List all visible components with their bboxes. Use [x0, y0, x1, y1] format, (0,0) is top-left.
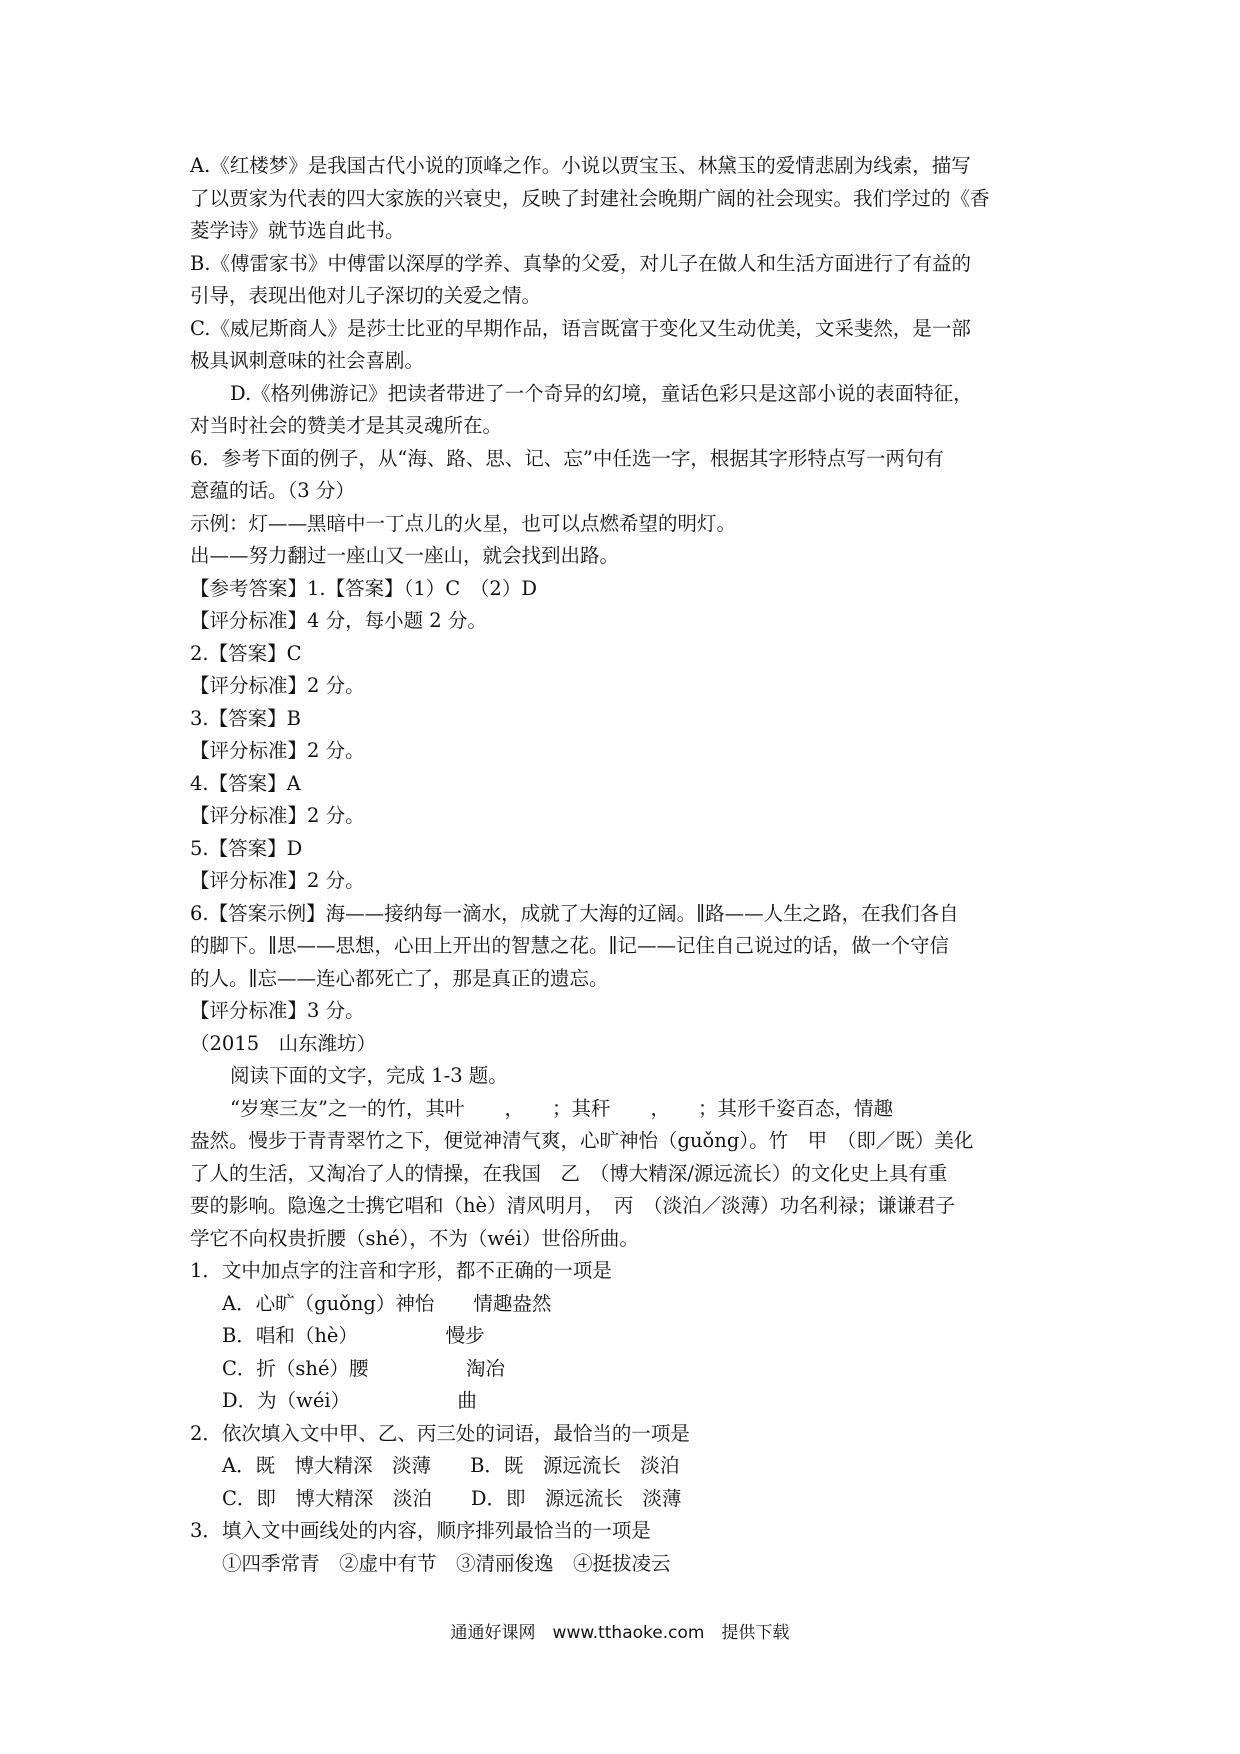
- text-line: A.《红楼梦》是我国古代小说的顶峰之作。小说以贾宝玉、林黛玉的爱情悲剧为线索，描写: [190, 154, 971, 177]
- passage-line: 了人的生活，又淘冶了人的情操，在我国 乙 （博大精深/源远流长）的文化史上具有重: [190, 1161, 948, 1185]
- text-line: 意蕴的话。（3 分）: [190, 479, 355, 502]
- answer-line: 4.【答案】A: [190, 771, 301, 795]
- question-option: A．心旷（guǒng）神怡 情趣盎然: [222, 1291, 552, 1315]
- instruction-line: 阅读下面的文字，完成 1-3 题。: [230, 1064, 508, 1087]
- passage-line: 学它不向权贵折腰（shé），不为（wéi）世俗所曲。: [190, 1226, 639, 1250]
- answer-line: 【参考答案】1.【答案】（1）C （2）D: [190, 576, 537, 600]
- question-option: D．为（wéi） 曲: [222, 1389, 477, 1412]
- passage-line: [190, 1093, 1060, 1126]
- answer-line: 5.【答案】D: [190, 836, 303, 860]
- text-line: 示例：灯——黑暗中一丁点儿的火星，也可以点燃希望的明灯。: [190, 511, 737, 535]
- text-line: 6．参考下面的例子，从“海、路、思、记、忘”中任选一字，根据其字形特点写一两句有: [190, 446, 944, 470]
- answer-line: 【评分标准】2 分。: [190, 674, 365, 697]
- question-stem: 3．填入文中画线处的内容，顺序排列最恰当的一项是: [190, 1519, 651, 1542]
- page-footer: 通通好课网 www.tthaoke.com 提供下载: [450, 1623, 790, 1643]
- document-body: [190, 150, 1060, 1580]
- passage-line: 盎然。慢步于青青翠竹之下，便觉神清气爽，心旷神怡（guǒng）。竹 甲 （即／既）美化: [190, 1129, 974, 1152]
- answer-line: 【评分标准】2 分。: [190, 804, 365, 827]
- text-line: 引导，表现出他对儿子深切的关爱之情。: [190, 284, 542, 307]
- question-stem: 2．依次填入文中甲、乙、丙三处的词语，最恰当的一项是: [190, 1421, 690, 1445]
- question-option: C．即 博大精深 淡泊 D．即 源远流长 淡薄: [222, 1486, 682, 1510]
- answer-line: 3.【答案】B: [190, 706, 301, 730]
- question-option: B．唱和（hè） 慢步: [222, 1324, 485, 1347]
- question-stem: 1．文中加点字的注音和字形，都不正确的一项是: [190, 1259, 612, 1282]
- question-option: C．折（shé）腰 淘冶: [222, 1356, 506, 1380]
- passage-text: “岁寒三友”之一的竹，其叶: [230, 1096, 465, 1120]
- text-line: 了以贾家为代表的四大家族的兴衰史，反映了封建社会晚期广阔的社会现实。我们学过的《香: [190, 186, 990, 210]
- passage-text: ，: [650, 1096, 670, 1120]
- answer-line: 【评分标准】3 分。: [190, 999, 365, 1022]
- passage-text: ，: [504, 1096, 524, 1120]
- answer-line: 【评分标准】4 分，每小题 2 分。: [190, 609, 487, 632]
- text-line: 极具讽刺意味的社会喜剧。: [190, 349, 425, 372]
- passage-text: ；其形千姿百态，情趣: [698, 1096, 894, 1120]
- text-line: 对当时社会的赞美才是其灵魂所在。: [190, 414, 503, 437]
- text-line: C.《威尼斯商人》是莎士比亚的早期作品，语言既富于变化又生动优美，文采斐然，是一部: [190, 316, 971, 340]
- text-line: D.《格列佛游记》把读者带进了一个奇异的幻境，童话色彩只是这部小说的表面特征，: [230, 381, 973, 405]
- text-line: B.《傅雷家书》中傅雷以深厚的学养、真挚的父爱，对儿子在做人和生活方面进行了有益的: [190, 251, 972, 275]
- question-option: A．既 博大精深 淡薄 B．既 源远流长 淡泊: [222, 1454, 680, 1477]
- answer-line: 【评分标准】2 分。: [190, 869, 365, 892]
- passage-line: 要的影响。隐逸之士携它唱和（hè）清风明月， 丙 （淡泊／淡薄）功名利禄；谦谦君子: [190, 1194, 956, 1217]
- answer-line: 的人。∥忘——连心都死亡了，那是真正的遗忘。: [190, 966, 609, 990]
- answer-line: 6.【答案示例】海——接纳每一滴水，成就了大海的辽阔。∥路——人生之路，在我们各自: [190, 901, 959, 925]
- answer-line: 2.【答案】C: [190, 641, 302, 665]
- text-line: 出——努力翻过一座山又一座山，就会找到出路。: [190, 544, 620, 567]
- answer-line: 【评分标准】2 分。: [190, 739, 365, 762]
- answer-line: 的脚下。∥思——思想，心田上开出的智慧之花。∥记——记住自己说过的话，做一个守信: [190, 934, 950, 957]
- passage-text: ；其秆: [551, 1096, 611, 1120]
- source-heading: （2015 山东潍坊）: [190, 1031, 377, 1055]
- question-option: ①四季常青 ②虚中有节 ③清丽俊逸 ④挺拔凌云: [222, 1551, 671, 1575]
- text-line: 菱学诗》就节选自此书。: [190, 219, 405, 242]
